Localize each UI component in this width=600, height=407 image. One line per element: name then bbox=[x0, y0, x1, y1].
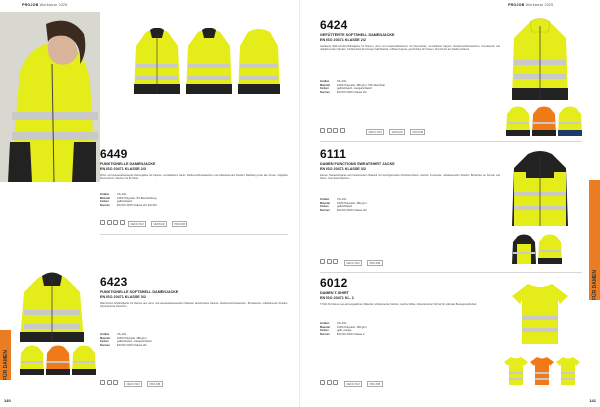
care-icons-6111 bbox=[320, 259, 338, 264]
dry-icon bbox=[113, 220, 118, 225]
oekotex-logo: OEKO-TEX bbox=[128, 221, 146, 227]
running-head-text: Workwear 2025 bbox=[525, 3, 554, 7]
spec-value: gelb/schwarz, orange/schwarz bbox=[117, 340, 152, 344]
care-icons-6424 bbox=[320, 128, 345, 133]
title-line-2: EN ISO 20471 KL. 2 bbox=[320, 295, 354, 300]
spec-key: Material bbox=[320, 201, 330, 205]
bleach-icon bbox=[107, 380, 112, 385]
spec-row bbox=[320, 91, 500, 95]
oekotex-logo: OEKO-TEX bbox=[344, 260, 362, 266]
spec-key: Größen bbox=[100, 333, 110, 336]
brand-label: PROJOB bbox=[508, 3, 525, 7]
spec-value: XS–3XL bbox=[117, 193, 127, 196]
iron-icon bbox=[120, 220, 125, 225]
color-variants-6423 bbox=[20, 345, 96, 375]
wash-icon bbox=[320, 380, 325, 385]
product-title-6423 bbox=[100, 290, 178, 300]
spec-value: EN ISO 20471 Klasse 3/2 bbox=[337, 208, 367, 212]
projob-logo: PROJOB bbox=[147, 381, 162, 387]
product-description-6111: Damen Sweatshirtjacke aus funktionellem Material mit durchgehendem Reißverschluss, weicher Innenseite, reflektierenden Streifen, Bündchen an Ärmeln und Saum, zwei Seitentaschen. bbox=[320, 174, 500, 181]
dry-icon bbox=[333, 128, 338, 133]
color-variants-6111 bbox=[512, 234, 562, 264]
color-variants-6424 bbox=[506, 106, 582, 136]
spec-key: Normen bbox=[100, 203, 110, 207]
spec-value: EN ISO 20471 Klasse 3/2 bbox=[117, 343, 147, 347]
spec-key: Größen bbox=[320, 80, 330, 83]
page-number-right: 141 bbox=[589, 398, 596, 403]
dry-icon bbox=[333, 380, 338, 385]
product-number-6424: 6424 bbox=[320, 18, 348, 32]
spec-row bbox=[100, 344, 288, 348]
spec-value: gelb/schwarz, orange/schwarz bbox=[337, 87, 372, 91]
spec-key: Normen bbox=[320, 90, 330, 94]
spec-key: Farben bbox=[100, 340, 109, 344]
oekotex-logo: OEKO-TEX bbox=[344, 381, 362, 387]
variant-thumbnail bbox=[556, 355, 580, 385]
certification-logos-6012 bbox=[344, 381, 383, 387]
spec-key: Normen bbox=[100, 343, 110, 347]
product-6424-main-image bbox=[512, 18, 568, 100]
spec-value: 100% Polyester, 280 g/m², TPU-Membran bbox=[337, 83, 386, 87]
right-page bbox=[300, 0, 600, 407]
title-line-1: DAMEN FUNCTIONS SWEATSHIRT JACKE bbox=[320, 162, 395, 166]
ventair-logo: VENTAIR bbox=[151, 221, 167, 227]
product-description-6012: T-Shirt für Damen aus atmungsaktivem Material, reflektierende Streifen, weiche Nähte, körperbetonter Schnitt für optimale Bewegungsfreiheit. bbox=[320, 303, 478, 306]
variant-thumbnail bbox=[46, 345, 70, 375]
variant-thumbnail bbox=[20, 345, 44, 375]
projob-logo: PROJOB bbox=[172, 221, 187, 227]
bleach-icon bbox=[327, 259, 332, 264]
certification-logos-6423 bbox=[124, 381, 163, 387]
wash-icon bbox=[320, 259, 325, 264]
product-title-6012 bbox=[320, 291, 354, 301]
product-specs-6111 bbox=[320, 198, 500, 213]
spec-value: EN ISO 20471 Klasse 2/2 bbox=[337, 90, 367, 94]
ventair-logo: VENTAIR bbox=[389, 129, 405, 135]
care-icons-6449 bbox=[100, 220, 125, 225]
product-number-6423: 6423 bbox=[100, 275, 128, 289]
variant-thumbnail bbox=[72, 345, 96, 375]
title-line-2: EN ISO 20471 KLASSE 3/2 bbox=[320, 166, 366, 171]
care-icons-6423 bbox=[100, 380, 118, 385]
product-number-6449: 6449 bbox=[100, 147, 128, 161]
care-icons-6012 bbox=[320, 380, 338, 385]
iron-icon bbox=[340, 128, 345, 133]
product-title-6449 bbox=[100, 162, 156, 172]
spec-value: EN ISO 20471 Klasse 2 bbox=[337, 332, 365, 336]
brand-label: PROJOB bbox=[22, 3, 39, 7]
variant-thumbnail bbox=[504, 355, 528, 385]
color-variants-6012 bbox=[504, 355, 580, 385]
product-title-6111 bbox=[320, 162, 395, 172]
spec-key: Größen bbox=[100, 193, 110, 196]
oekotex-logo: OEKO-TEX bbox=[366, 129, 384, 135]
title-line-1: FUNKTIONELLE SOFTSHELL DAMENJACKE bbox=[100, 290, 179, 294]
spec-value: EN ISO 20471 Klasse 2/3, EN 343 bbox=[117, 203, 157, 207]
variant-thumbnail bbox=[558, 106, 582, 136]
product-6423-main-image bbox=[20, 272, 84, 342]
spec-key: Normen bbox=[320, 332, 330, 336]
spec-key: Farben bbox=[320, 87, 329, 91]
product-description-6423: Warnschutz-Softshelljacke für Damen aus wind- und wasserabweisendem Material, abnehmbare Kapuze, Reißverschlusstaschen, Brusttasche, reflektierende Streifen, körperbetonte Passform. bbox=[100, 302, 288, 309]
title-line-2: EN ISO 20471 KLASSE 2/3 bbox=[100, 166, 146, 171]
variant-thumbnail bbox=[530, 355, 554, 385]
section-side-label: FÜR DAMEN bbox=[3, 350, 9, 380]
model-photo bbox=[0, 12, 100, 182]
title-line-1: FUNKTIONELLE DAMENJACKE bbox=[100, 162, 156, 166]
dry-icon bbox=[113, 380, 118, 385]
bleach-icon bbox=[107, 220, 112, 225]
spec-value: 100% Polyester, 280 g/m² bbox=[117, 336, 147, 340]
running-head-left bbox=[22, 3, 67, 7]
wash-icon bbox=[100, 380, 105, 385]
certification-logos-6111 bbox=[344, 260, 383, 266]
variant-thumbnail bbox=[506, 106, 530, 136]
spec-value: 100% Polyester, PU-Beschichtung bbox=[117, 196, 157, 200]
spec-key: Material bbox=[100, 196, 110, 200]
spec-value: XS–3XL bbox=[337, 322, 347, 325]
variant-thumbnail bbox=[532, 106, 556, 136]
product-specs-6424 bbox=[320, 80, 500, 95]
bleach-icon bbox=[327, 380, 332, 385]
spec-value: XS–3XL bbox=[337, 198, 347, 201]
spec-row bbox=[320, 333, 500, 337]
product-description-6449: Wind- und wasserabweisende Damenjacke mit Kapuze, verstellbarem Saum, Reißverschlusstaschen und reflektierenden Streifen, Belüftung unter den Armen, doppelter Sturmschutz, Taschen für ID-Karte. bbox=[100, 174, 288, 181]
spec-value: XS–3XL bbox=[337, 80, 347, 83]
spec-row bbox=[320, 209, 500, 213]
spec-value: XS–3XL bbox=[117, 333, 127, 336]
jacket-front-image bbox=[134, 28, 180, 96]
title-line-1: GEFÜTTERTE SOFTSHELL DAMENJACKE bbox=[320, 33, 395, 37]
wash-icon bbox=[320, 128, 325, 133]
oekotex-logo: OEKO-TEX bbox=[124, 381, 142, 387]
spec-value: gelb/schwarz bbox=[117, 200, 133, 204]
model-wearing-jacket-image bbox=[0, 12, 100, 182]
section-divider bbox=[100, 234, 288, 235]
variant-thumbnail bbox=[538, 234, 562, 264]
section-divider bbox=[320, 272, 582, 273]
section-side-label: FÜR DAMEN bbox=[592, 270, 598, 300]
wash-icon bbox=[100, 220, 105, 225]
jacket-back-image bbox=[186, 28, 232, 96]
spec-key: Farben bbox=[320, 205, 329, 209]
spec-key: Material bbox=[100, 336, 110, 340]
spec-key: Farben bbox=[100, 200, 109, 204]
projob-logo: PROJOB bbox=[367, 381, 382, 387]
product-title-6424 bbox=[320, 33, 395, 43]
spec-value: 100% Polyester, 280 g/m² bbox=[337, 201, 367, 205]
variant-thumbnail bbox=[512, 234, 536, 264]
spec-key: Normen bbox=[320, 208, 330, 212]
projob-logo: PROJOB bbox=[367, 260, 382, 266]
spec-key: Material bbox=[320, 83, 330, 87]
spec-row bbox=[100, 204, 288, 208]
spec-key: Farben bbox=[320, 329, 329, 333]
spec-key: Größen bbox=[320, 198, 330, 201]
title-line-2: EN ISO 20471 KLASSE 2/2 bbox=[320, 37, 366, 42]
certification-logos-6449 bbox=[128, 221, 187, 227]
page-number-left: 140 bbox=[4, 398, 11, 403]
product-specs-6449 bbox=[100, 193, 288, 208]
title-line-2: EN ISO 20471 KLASSE 3/2 bbox=[100, 294, 146, 299]
product-number-6012: 6012 bbox=[320, 276, 348, 290]
dry-icon bbox=[333, 259, 338, 264]
certification-logos-6424 bbox=[366, 129, 425, 135]
product-specs-6012 bbox=[320, 322, 500, 337]
bleach-icon bbox=[327, 128, 332, 133]
product-description-6424: Gefütterte Warnschutzsoftshelljacke für Damen, wind- und wasserabweisend, mit Fleecefutter, verstellbarer Kapuze, Reißverschlusstaschen, Innentasche und reflektierenden Streifen, Farbkontrast für bessere Sichtbarkeit, rollbare Kapuze, geschnitten für Frauen, Kinnschutz am Reißverschluss. bbox=[320, 45, 500, 52]
projob-logo: PROJOB bbox=[410, 129, 425, 135]
spec-key: Größen bbox=[320, 322, 330, 325]
running-head-text: Workwear 2025 bbox=[39, 3, 68, 7]
product-6012-main-image bbox=[512, 282, 568, 344]
product-number-6111: 6111 bbox=[320, 147, 347, 161]
jacket-side-image bbox=[238, 28, 280, 96]
title-line-1: DAMEN T-SHIRT bbox=[320, 291, 349, 295]
spec-value: 100% Polyester, 150 g/m² bbox=[337, 325, 367, 329]
product-specs-6423 bbox=[100, 333, 288, 348]
spec-key: Material bbox=[320, 325, 330, 329]
spec-value: gelb, orange bbox=[337, 329, 352, 333]
product-6111-main-image bbox=[512, 148, 568, 226]
section-divider bbox=[320, 141, 582, 142]
running-head-right bbox=[508, 3, 553, 7]
product-6449-images bbox=[134, 28, 280, 96]
spec-value: gelb/schwarz bbox=[337, 205, 353, 209]
